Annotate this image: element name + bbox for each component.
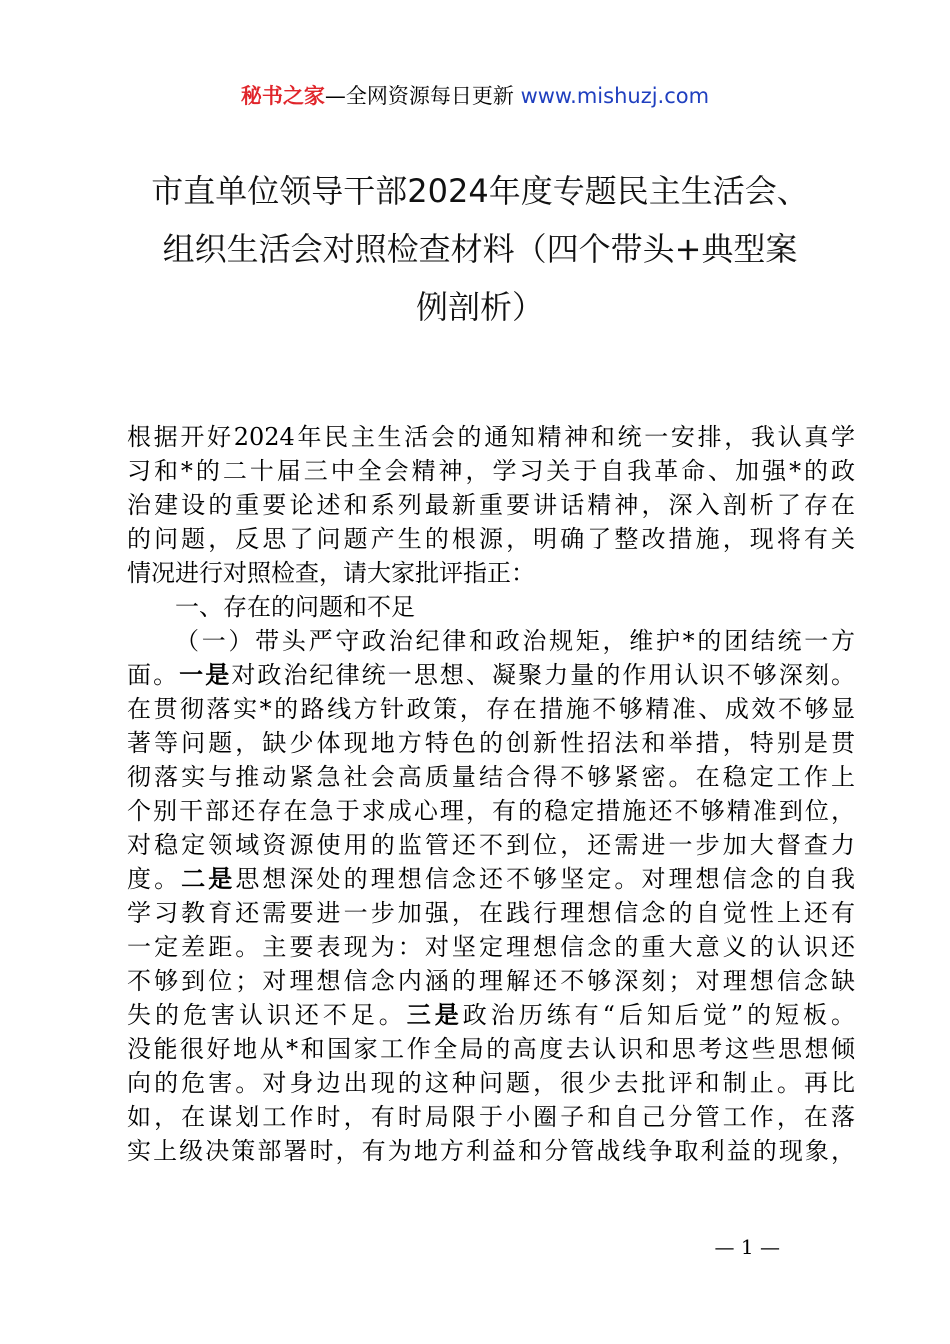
body-line: 根据开好2024年民主生活会的通知精神和统一安排，我认真学 [127,423,855,451]
page-number [0,1232,950,1262]
title-line-3: 例剖析） [415,288,544,326]
body-line: 如，在谋划工作时，有时局限于小圈子和自己分管工作，在落 [127,1103,855,1131]
body-line: 不够到位；对理想信念内涵的理解还不够深刻；对理想信念缺 [127,967,855,995]
body-line: 在贯彻落实*的路线方针政策，存在措施不够精准、成效不够显 [127,695,855,723]
body-line: 向的危害。对身边出现的这种问题，很少去批评和制止。再比 [127,1069,855,1097]
document-title [110,162,850,336]
body-text: 失的危害认识还不足。 [127,1001,407,1029]
body-text: 面。 [127,661,180,689]
body-line: 彻落实与推动紧急社会高质量结合得不够紧密。在稳定工作上 [127,763,855,791]
site-tagline: —全网资源每日更新 [324,84,514,108]
body-line: 实上级决策部署时，有为地方利益和分管战线争取利益的现象， [127,1137,855,1165]
body-line [127,998,855,1032]
title-line-1: 市直单位领导干部2024年度专题民主生活会、 [151,172,809,210]
body-line: 治建设的重要论述和系列最新重要讲话精神，深入剖析了存在 [127,491,855,519]
body-line: 的问题，反思了问题产生的根源，明确了整改措施，现将有关 [127,525,855,553]
body-line: 习和*的二十届三中全会精神，学习关于自我革命、加强*的政 [127,457,855,485]
body-line [127,862,855,896]
body-line: 个别干部还存在急于求成心理，有的稳定措施还不够精准到位， [127,797,855,825]
document-body [127,420,855,1168]
body-line: 著等问题，缺少体现地方特色的创新性招法和举措，特别是贯 [127,729,855,757]
body-text: 度。 [127,865,182,893]
body-text: 对政治纪律统一思想、凝聚力量的作用认识不够深刻。 [231,661,856,689]
body-line: 对稳定领域资源使用的监管还不到位，还需进一步加大督查力 [127,831,855,859]
site-url-link[interactable]: www.mishuzj.com [520,84,710,108]
body-line [127,658,855,692]
title-line-2: 组织生活会对照检查材料（四个带头+典型案 [162,230,798,268]
body-line: 学习教育还需要进一步加强，在践行理想信念的自觉性上还有 [127,899,855,927]
site-header [0,80,950,112]
point-label: 二是 [181,864,236,893]
body-text: 思想深处的理想信念还不够坚定。对理想信念的自我 [235,865,856,893]
point-label: 一是 [179,660,232,689]
section-heading: 一、存在的问题和不足 [175,593,415,621]
body-line: 一定差距。主要表现为：对坚定理想信念的重大意义的认识还 [127,933,855,961]
body-line: 情况进行对照检查，请大家批评指正： [127,559,535,587]
page-number-text: — 1 — [714,1235,780,1259]
subsection-heading: （一）带头严守政治纪律和政治规矩，维护*的团结统一方 [175,627,855,655]
point-label: 三是 [406,1000,463,1029]
body-line: 没能很好地从*和国家工作全局的高度去认识和思考这些思想倾 [127,1035,855,1063]
site-brand: 秘书之家 [240,84,325,108]
body-text: 政治历练有“后知后觉”的短板。 [462,1001,856,1029]
